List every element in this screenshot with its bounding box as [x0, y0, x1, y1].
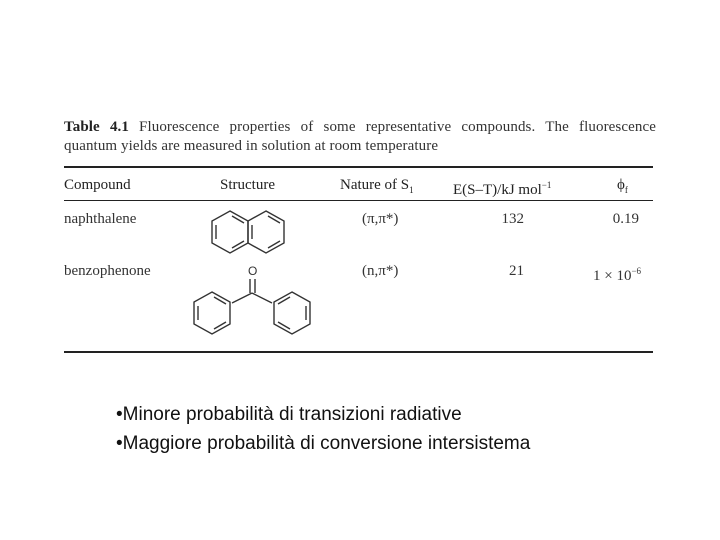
row-benzophenone-phi-exp: −6 [631, 266, 642, 276]
row-benzophenone-phi-mantissa: 1 × 10 [593, 268, 632, 284]
naphthalene-structure-icon [208, 208, 290, 258]
table-top-rule [64, 166, 653, 168]
header-energy-text: E(S–T)/kJ mol [453, 182, 542, 198]
row-benzophenone-nature: (n,π*) [362, 263, 399, 279]
header-compound: Compound [64, 177, 131, 193]
row-naphthalene-phi: 0.19 [612, 211, 639, 227]
benzophenone-structure-icon [186, 262, 318, 342]
header-nature [340, 176, 414, 199]
row-naphthalene-compound: naphthalene [64, 211, 137, 227]
carbonyl-oxygen-label: O [248, 264, 258, 278]
table-caption [64, 118, 656, 156]
table-label: Table 4.1 [64, 119, 130, 135]
header-nature-sub: 1 [409, 185, 414, 195]
row-naphthalene-nature: (π,π*) [362, 211, 399, 227]
row-naphthalene-energy: 132 [501, 211, 524, 227]
header-energy [453, 176, 551, 199]
header-phi-sub: f [624, 185, 628, 195]
header-nature-text: Nature of S [340, 177, 410, 193]
table-header-rule [64, 200, 653, 201]
row-benzophenone-phi [593, 262, 641, 285]
header-structure: Structure [220, 177, 275, 193]
row-benzophenone-energy: 21 [509, 263, 524, 279]
header-energy-sup: −1 [541, 180, 552, 190]
bullet-item: •Minore probabilità di transizioni radiative [116, 404, 462, 425]
table-caption-text: Fluorescence properties of some representative compounds. The fluorescence quantum yields are measured in solution at room temperature [64, 119, 656, 154]
bullet-list [116, 400, 530, 458]
bullet-item: •Maggiore probabilità di conversione intersistema [116, 433, 531, 454]
row-benzophenone-compound: benzophenone [64, 263, 151, 279]
header-phi [617, 176, 628, 199]
header-phi-text: ϕ [617, 177, 625, 193]
table-bottom-rule [64, 351, 653, 353]
